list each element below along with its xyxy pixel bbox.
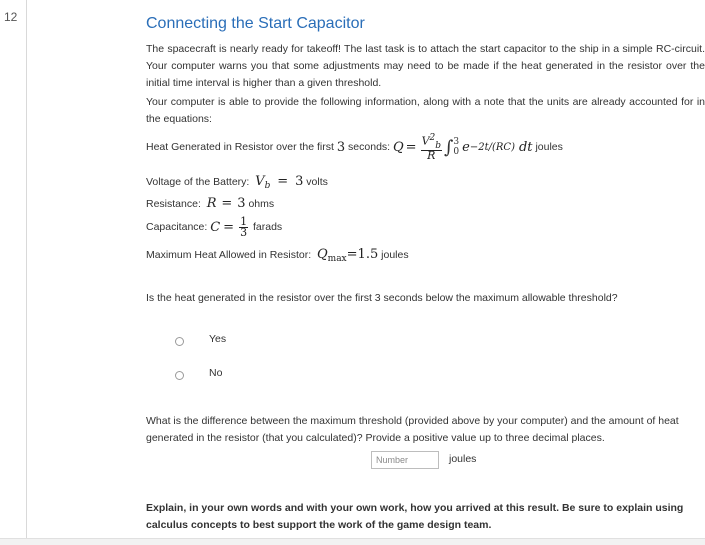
battery-value: 3 <box>295 174 304 189</box>
option-no[interactable] <box>175 367 223 383</box>
battery-symbol: V <box>255 174 265 189</box>
info-paragraph: Your computer is able to provide the following information, along with a note that the units are already accounted for in the equations: <box>146 96 705 125</box>
capacitance-fraction <box>239 214 248 239</box>
integrand-base: e <box>462 139 470 155</box>
option-no-label[interactable]: No <box>209 367 223 379</box>
integral-lower-limit: 0 <box>453 147 460 157</box>
resistance-symbol: R <box>206 196 217 211</box>
option-yes-label[interactable]: Yes <box>209 333 227 345</box>
integrand-differential: dt <box>518 139 533 155</box>
battery-unit: volts <box>306 176 328 188</box>
question-number: 12 <box>4 10 18 24</box>
heat-integral <box>444 137 533 158</box>
max-heat-equals: = <box>346 247 358 262</box>
intro-paragraph: The spacecraft is nearly ready for takeoff! The last task is to attach the start capacitor to the ship in a simple RC-circuit. Your computer warns you that some adjustments may need to be made if the heat generated in the resistor over the initial time interval is higher than a given threshold. <box>146 43 705 89</box>
capacitance-label: Capacitance: <box>146 221 208 233</box>
heat-fraction <box>421 133 442 162</box>
question-difference: What is the difference between the maximum threshold (provided above by your computer) and the amount of heat generated in the resistor (that you calculated)? Provide a positive value up to three decimal places. <box>146 415 679 444</box>
question-threshold: Is the heat generated in the resistor over the first 3 seconds below the maximum allowable threshold? <box>146 292 618 304</box>
heat-label: Heat Generated in Resistor over the first <box>146 141 334 153</box>
resistance-label: Resistance: <box>146 198 201 210</box>
max-heat-line <box>146 247 409 264</box>
max-heat-unit: joules <box>381 249 409 261</box>
heat-generated-line <box>146 130 563 164</box>
heat-unit: joules <box>535 141 563 153</box>
battery-voltage-line <box>146 174 328 191</box>
max-heat-label: Maximum Heat Allowed in Resistor: <box>146 249 312 261</box>
capacitance-frac-num: 1 <box>240 214 248 228</box>
integral-symbol: ∫ <box>444 136 454 158</box>
resistance-equals: = <box>221 196 233 211</box>
heat-frac-num-sup: 2 <box>429 132 436 143</box>
battery-label: Voltage of the Battery: <box>146 176 250 188</box>
battery-equals: = <box>277 174 289 189</box>
resistance-unit: ohms <box>248 198 275 210</box>
heat-frac-num-sub: b <box>435 140 442 151</box>
page-title: Connecting the Start Capacitor <box>146 15 365 32</box>
answer-unit: joules <box>449 453 477 465</box>
heat-seconds-label: seconds: <box>348 141 391 153</box>
question-gutter <box>0 0 27 538</box>
capacitance-frac-den: 3 <box>240 225 248 239</box>
max-heat-symbol: Q <box>316 247 328 262</box>
heat-frac-den: R <box>427 149 436 163</box>
capacitance-line <box>146 215 282 239</box>
max-heat-symbol-sub: max <box>327 254 347 265</box>
radio-yes[interactable] <box>175 337 184 346</box>
resistance-value: 3 <box>237 196 246 211</box>
heat-lhs: Q <box>393 139 404 155</box>
radio-no[interactable] <box>175 371 184 380</box>
capacitance-equals: = <box>223 219 235 235</box>
number-input[interactable] <box>371 451 439 469</box>
capacitance-symbol: C <box>210 219 221 235</box>
heat-equals: = <box>405 139 417 155</box>
max-heat-value: 1.5 <box>357 247 379 262</box>
integrand-exponent: −2t/(RC) <box>469 141 515 153</box>
heat-seconds-value: 3 <box>336 139 346 155</box>
heat-frac-num: V <box>421 134 430 148</box>
option-yes[interactable] <box>175 333 227 349</box>
battery-symbol-sub: b <box>264 181 271 192</box>
capacitance-unit: farads <box>253 221 283 233</box>
integral-upper-limit: 3 <box>453 137 460 147</box>
resistance-line <box>146 196 274 211</box>
explain-prompt: Explain, in your own words and with your own work, how you arrived at this result. Be sure to explain using calculus concepts to best support the work of the game design team. <box>146 502 684 531</box>
